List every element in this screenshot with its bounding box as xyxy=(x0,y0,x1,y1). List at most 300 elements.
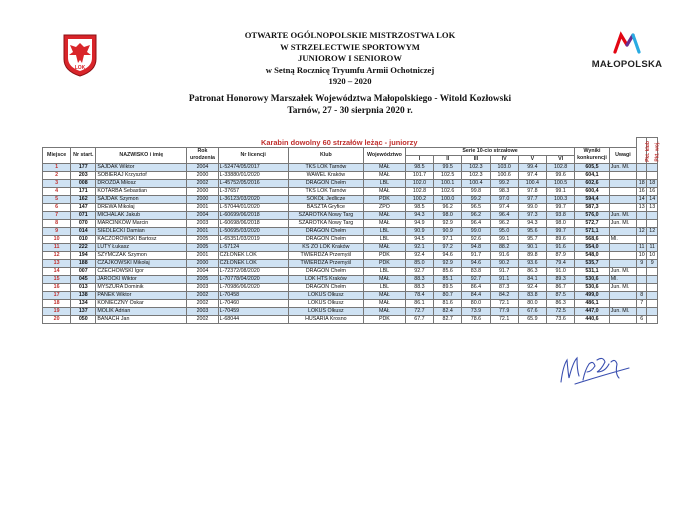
cell-remarks xyxy=(609,187,636,195)
cell-place: 8 xyxy=(43,219,71,227)
cell-remarks xyxy=(609,315,636,323)
cell-total: 548,0 xyxy=(575,251,610,259)
cell-name: KOTARBA Sebastian xyxy=(96,187,187,195)
cell-remarks xyxy=(609,251,636,259)
table-row xyxy=(43,195,658,203)
cell-remarks: Jun. Ml. xyxy=(609,219,636,227)
cell-series-1: 92.1 xyxy=(405,243,433,251)
cell-name: CZAJKOWSKI Mikołaj xyxy=(96,259,187,267)
cell-series-3: 91.7 xyxy=(462,251,490,259)
cell-voivodeship: MAŁ xyxy=(364,243,406,251)
cell-place: 6 xyxy=(43,203,71,211)
cell-name: MYSZURA Dominik xyxy=(96,283,187,291)
cell-series-4: 91.7 xyxy=(490,267,518,275)
cell-series-3: 84.4 xyxy=(462,291,490,299)
cell-pkt-klub xyxy=(637,219,647,227)
cell-total: 535,7 xyxy=(575,259,610,267)
cell-voivodeship: MAŁ xyxy=(364,211,406,219)
cell-series-5: 67.6 xyxy=(518,307,546,315)
cell-series-4: 91.1 xyxy=(490,275,518,283)
cell-series-4: 84.2 xyxy=(490,291,518,299)
cell-remarks: Jun. Ml. xyxy=(609,267,636,275)
cell-total: 530,6 xyxy=(575,283,610,291)
cell-series-3: 99.2 xyxy=(462,195,490,203)
cell-series-4: 77.9 xyxy=(490,307,518,315)
cell-name: SAJDAK Szymon xyxy=(96,195,187,203)
cell-total: 600,4 xyxy=(575,187,610,195)
cell-series-4: 98.3 xyxy=(490,187,518,195)
cell-pkt-klub xyxy=(637,267,647,275)
cell-series-6: 98.0 xyxy=(547,219,575,227)
header-line-1: OTWARTE OGÓLNOPOLSKIE MISTRZOSTWA LOK xyxy=(244,30,456,40)
cell-pkt-klub xyxy=(637,235,647,243)
cell-licence: L-70459 xyxy=(218,307,288,315)
cell-licence: CZŁONEK LOK xyxy=(218,259,288,267)
cell-series-3: 86.4 xyxy=(462,283,490,291)
cell-licence: L-70986/06/2020 xyxy=(218,283,288,291)
cell-pkt-klub: 12 xyxy=(637,227,647,235)
cell-remarks xyxy=(609,227,636,235)
cell-pkt-woj xyxy=(647,275,658,283)
cell-name: DROZDA Miłosz xyxy=(96,179,187,187)
table-row xyxy=(43,203,658,211)
table-row xyxy=(43,307,658,315)
cell-licence: L-36123/03/2020 xyxy=(218,195,288,203)
cell-pkt-woj xyxy=(647,291,658,299)
cell-place: 1 xyxy=(43,163,71,171)
cell-year: 2005 xyxy=(187,275,218,283)
cell-series-5: 95.6 xyxy=(518,227,546,235)
cell-name: BANACH Jan xyxy=(96,315,187,323)
cell-start: 008 xyxy=(71,179,96,187)
cell-year: 2000 xyxy=(187,195,218,203)
cell-pkt-klub: 10 xyxy=(637,251,647,259)
cell-pkt-woj: 11 xyxy=(647,243,658,251)
col-series-4: IV xyxy=(490,155,518,163)
cell-series-1: 72.7 xyxy=(405,307,433,315)
cell-place: 3 xyxy=(43,179,71,187)
cell-club: TKS LOK Tarnów xyxy=(288,163,363,171)
cell-club: SZAROTKA Nowy Targ xyxy=(288,219,363,227)
table-row xyxy=(43,179,658,187)
cell-pkt-woj: 10 xyxy=(647,251,658,259)
cell-place: 15 xyxy=(43,275,71,283)
cell-series-1: 102.8 xyxy=(405,187,433,195)
table-row xyxy=(43,187,658,195)
cell-series-4: 97.0 xyxy=(490,195,518,203)
cell-club: BASZTA Gryfice xyxy=(288,203,363,211)
cell-licence: CZŁONEK LOK xyxy=(218,251,288,259)
cell-total: 447,0 xyxy=(575,307,610,315)
cell-name: PANEK Wiktor xyxy=(96,291,187,299)
cell-start: 137 xyxy=(71,307,96,315)
col-licence: Nr licencji xyxy=(218,147,288,163)
cell-total: 568,6 xyxy=(575,235,610,243)
cell-name: MICHALAK Jakub xyxy=(96,211,187,219)
cell-series-5: 93.6 xyxy=(518,259,546,267)
cell-total: 530,6 xyxy=(575,275,610,283)
cell-name: SIEDLECKI Damian xyxy=(96,227,187,235)
cell-series-3: 94.8 xyxy=(462,243,490,251)
cell-total: 440,6 xyxy=(575,315,610,323)
header-date: Tarnów, 27 - 30 sierpnia 2020 r. xyxy=(287,106,413,116)
cell-place: 9 xyxy=(43,227,71,235)
cell-series-4: 99.2 xyxy=(490,179,518,187)
cell-series-4: 96.4 xyxy=(490,211,518,219)
cell-year: 2004 xyxy=(187,211,218,219)
cell-series-3: 96.5 xyxy=(462,203,490,211)
table-row xyxy=(43,275,658,283)
cell-series-5: 97.7 xyxy=(518,195,546,203)
cell-series-4: 72.1 xyxy=(490,315,518,323)
table-row xyxy=(43,227,658,235)
table-row xyxy=(43,299,658,307)
malopolska-logo xyxy=(589,33,665,69)
cell-series-5: 97.3 xyxy=(518,211,546,219)
signature xyxy=(555,352,635,388)
cell-series-6: 89.6 xyxy=(547,235,575,243)
cell-pkt-klub: 16 xyxy=(637,187,647,195)
cell-series-5: 97.8 xyxy=(518,187,546,195)
cell-club: DRAGON Chełm xyxy=(288,227,363,235)
cell-pkt-woj xyxy=(647,163,658,171)
cell-series-3: 78.6 xyxy=(462,315,490,323)
cell-total: 605,5 xyxy=(575,163,610,171)
cell-voivodeship: PDK xyxy=(364,315,406,323)
cell-name: DREWA Mikołaj xyxy=(96,203,187,211)
cell-pkt-woj: 9 xyxy=(647,259,658,267)
cell-start: 014 xyxy=(71,227,96,235)
cell-pkt-woj: 13 xyxy=(647,203,658,211)
cell-pkt-woj xyxy=(647,211,658,219)
cell-series-2: 102.6 xyxy=(434,187,462,195)
cell-series-2: 99.5 xyxy=(434,163,462,171)
cell-series-3: 99.8 xyxy=(462,187,490,195)
cell-remarks xyxy=(609,171,636,179)
cell-pkt-klub: 9 xyxy=(637,259,647,267)
cell-start: 222 xyxy=(71,243,96,251)
cell-remarks xyxy=(609,203,636,211)
cell-series-2: 97.1 xyxy=(434,235,462,243)
cell-series-6: 91.6 xyxy=(547,243,575,251)
table-title: Karabin dowolny 60 strzałów leżąc - juniorzy xyxy=(261,137,418,147)
col-series-2: II xyxy=(434,155,462,163)
cell-series-5: 94.3 xyxy=(518,219,546,227)
cell-series-6: 102.8 xyxy=(547,163,575,171)
cell-year: 2003 xyxy=(187,307,218,315)
cell-total: 576,0 xyxy=(575,211,610,219)
cell-licence: L-70460 xyxy=(218,299,288,307)
cell-place: 18 xyxy=(43,299,71,307)
cell-place: 5 xyxy=(43,195,71,203)
cell-series-6: 72.5 xyxy=(547,307,575,315)
cell-licence: L-70458 xyxy=(218,291,288,299)
cell-pkt-woj: 18 xyxy=(647,179,658,187)
cell-name: SZYMCZAK Szymon xyxy=(96,251,187,259)
cell-name: MOLIK Adrian xyxy=(96,307,187,315)
table-row xyxy=(43,171,658,179)
col-club: Klub xyxy=(288,147,363,163)
cell-remarks: Jun. Ml. xyxy=(609,163,636,171)
cell-club: DRAGON Chełm xyxy=(288,235,363,243)
cell-voivodeship: MAŁ xyxy=(364,163,406,171)
cell-licence: L-37657 xyxy=(218,187,288,195)
cell-licence: L-33880/01/2020 xyxy=(218,171,288,179)
cell-series-4: 97.4 xyxy=(490,203,518,211)
cell-series-1: 88.3 xyxy=(405,275,433,283)
cell-series-3: 92.7 xyxy=(462,275,490,283)
cell-series-5: 84.1 xyxy=(518,275,546,283)
cell-club: KS ZO LOK Kraków xyxy=(288,243,363,251)
cell-series-2: 98.0 xyxy=(434,211,462,219)
cell-series-4: 88.2 xyxy=(490,243,518,251)
cell-series-6: 99.1 xyxy=(547,187,575,195)
table-row xyxy=(43,219,658,227)
cell-series-4: 90.2 xyxy=(490,259,518,267)
cell-name: KONIECZNY Oskar xyxy=(96,299,187,307)
cell-series-5: 92.4 xyxy=(518,283,546,291)
cell-series-4: 91.6 xyxy=(490,251,518,259)
cell-series-2: 89.5 xyxy=(434,283,462,291)
table-row xyxy=(43,243,658,251)
cell-club: LOK HTS Kraków xyxy=(288,275,363,283)
cell-club: TWIERDZA Przemyśl xyxy=(288,251,363,259)
cell-voivodeship: PDK xyxy=(364,251,406,259)
cell-series-1: 102.0 xyxy=(405,179,433,187)
cell-pkt-klub: 7 xyxy=(637,299,647,307)
cell-series-6: 87.5 xyxy=(547,291,575,299)
cell-series-1: 85.0 xyxy=(405,259,433,267)
cell-name: SAJDAK Wiktor xyxy=(96,163,187,171)
cell-total: 604,1 xyxy=(575,171,610,179)
cell-series-6: 93.8 xyxy=(547,211,575,219)
cell-club: SZAROTKA Nowy Targ xyxy=(288,211,363,219)
cell-start: 071 xyxy=(71,211,96,219)
cell-pkt-woj: 14 xyxy=(647,195,658,203)
lok-logo-text: LOK xyxy=(74,65,86,71)
cell-series-2: 102.5 xyxy=(434,171,462,179)
cell-series-5: 100.4 xyxy=(518,179,546,187)
cell-series-6: 86.7 xyxy=(547,283,575,291)
col-start: Nr start. xyxy=(71,147,96,163)
cell-place: 19 xyxy=(43,307,71,315)
cell-start: 147 xyxy=(71,203,96,211)
cell-series-1: 94.9 xyxy=(405,219,433,227)
cell-total: 587,3 xyxy=(575,203,610,211)
cell-remarks xyxy=(609,179,636,187)
cell-year: 2004 xyxy=(187,163,218,171)
cell-licence: L-50695/03/2020 xyxy=(218,227,288,235)
table-row xyxy=(43,163,658,171)
table-row xyxy=(43,211,658,219)
document-header xyxy=(160,30,540,118)
cell-voivodeship: MAŁ xyxy=(364,219,406,227)
table-row xyxy=(43,251,658,259)
cell-pkt-woj: 16 xyxy=(647,187,658,195)
cell-voivodeship: LBL xyxy=(364,179,406,187)
cell-year: 2002 xyxy=(187,291,218,299)
col-voivodeship: Województwo xyxy=(364,147,406,163)
cell-voivodeship: ZPO xyxy=(364,203,406,211)
cell-licence: L-57044/01/2020 xyxy=(218,203,288,211)
cell-series-6: 87.9 xyxy=(547,251,575,259)
cell-pkt-klub xyxy=(637,275,647,283)
cell-pkt-woj xyxy=(647,267,658,275)
cell-start: 188 xyxy=(71,259,96,267)
header-patronage: Patronat Honorowy Marszałek Województwa Małopolskiego - Witold Kozłowski xyxy=(188,93,512,104)
cell-series-6: 86.3 xyxy=(547,299,575,307)
table-row xyxy=(43,283,658,291)
cell-series-1: 92.4 xyxy=(405,251,433,259)
malopolska-name: MAŁOPOLSKA xyxy=(591,59,663,70)
col-series-header: Serie 10-cio strzałowe xyxy=(405,147,574,155)
cell-year: 2001 xyxy=(187,227,218,235)
cell-series-1: 67.7 xyxy=(405,315,433,323)
cell-club: SOKÓŁ Jedlicze xyxy=(288,195,363,203)
cell-place: 4 xyxy=(43,187,71,195)
cell-series-5: 95.7 xyxy=(518,235,546,243)
cell-series-2: 97.2 xyxy=(434,243,462,251)
cell-name: CZECHOWSKI Igor xyxy=(96,267,187,275)
col-name: NAZWISKO i imię xyxy=(96,147,187,163)
cell-pkt-klub: 6 xyxy=(637,315,647,323)
cell-series-3: 99.0 xyxy=(462,227,490,235)
cell-pkt-klub xyxy=(637,211,647,219)
cell-start: 171 xyxy=(71,187,96,195)
cell-series-6: 91.0 xyxy=(547,267,575,275)
cell-club: HUSARIA Krosno xyxy=(288,315,363,323)
cell-voivodeship: MAŁ xyxy=(364,275,406,283)
cell-pkt-klub xyxy=(637,163,647,171)
cell-series-2: 94.6 xyxy=(434,251,462,259)
cell-remarks: Jun. Ml. xyxy=(609,283,636,291)
cell-licence: L-65351/03/2019 xyxy=(218,235,288,243)
cell-total: 554,0 xyxy=(575,243,610,251)
cell-pkt-woj: 12 xyxy=(647,227,658,235)
cell-voivodeship: PDK xyxy=(364,259,406,267)
cell-club: LOKUS Olkusz xyxy=(288,299,363,307)
cell-series-4: 95.0 xyxy=(490,227,518,235)
cell-year: 2005 xyxy=(187,235,218,243)
col-pkt-woj: Pkt. woj. xyxy=(647,138,658,164)
cell-series-4: 103.0 xyxy=(490,163,518,171)
table-row xyxy=(43,315,658,323)
cell-pkt-woj xyxy=(647,315,658,323)
cell-series-2: 96.2 xyxy=(434,203,462,211)
cell-series-2: 85.6 xyxy=(434,267,462,275)
cell-series-3: 100.4 xyxy=(462,179,490,187)
cell-licence: L-68044 xyxy=(218,315,288,323)
cell-start: 013 xyxy=(71,283,96,291)
table-row xyxy=(43,291,658,299)
cell-place: 11 xyxy=(43,243,71,251)
cell-series-3: 73.9 xyxy=(462,307,490,315)
cell-series-2: 82.4 xyxy=(434,307,462,315)
cell-series-3: 96.2 xyxy=(462,211,490,219)
cell-total: 594,4 xyxy=(575,195,610,203)
cell-series-2: 90.9 xyxy=(434,227,462,235)
cell-series-1: 100.2 xyxy=(405,195,433,203)
cell-series-1: 98.5 xyxy=(405,203,433,211)
cell-club: LOKUS Olkusz xyxy=(288,291,363,299)
cell-remarks: Ml. xyxy=(609,235,636,243)
table-row xyxy=(43,235,658,243)
cell-series-3: 80.0 xyxy=(462,299,490,307)
cell-voivodeship: LBL xyxy=(364,235,406,243)
cell-series-3: 92.6 xyxy=(462,235,490,243)
cell-pkt-woj xyxy=(647,299,658,307)
cell-series-5: 97.4 xyxy=(518,171,546,179)
cell-pkt-klub: 18 xyxy=(637,179,647,187)
cell-place: 14 xyxy=(43,267,71,275)
cell-series-4: 99.1 xyxy=(490,235,518,243)
cell-year: 2000 xyxy=(187,259,218,267)
cell-pkt-woj xyxy=(647,235,658,243)
cell-pkt-klub: 13 xyxy=(637,203,647,211)
cell-series-3: 96.4 xyxy=(462,219,490,227)
cell-place: 17 xyxy=(43,291,71,299)
cell-pkt-klub: 11 xyxy=(637,243,647,251)
cell-series-3: 102.3 xyxy=(462,163,490,171)
cell-series-4: 96.2 xyxy=(490,219,518,227)
cell-pkt-klub xyxy=(637,171,647,179)
cell-series-5: 90.1 xyxy=(518,243,546,251)
cell-series-1: 90.9 xyxy=(405,227,433,235)
cell-series-2: 100.1 xyxy=(434,179,462,187)
results-table xyxy=(42,137,662,324)
cell-licence: L-45752/05/2016 xyxy=(218,179,288,187)
cell-voivodeship: MAŁ xyxy=(364,307,406,315)
table-row xyxy=(43,267,658,275)
cell-remarks xyxy=(609,291,636,299)
cell-remarks: Jun. Ml. xyxy=(609,307,636,315)
header-line-3: JUNIOROW I SENIOROW xyxy=(298,53,402,63)
cell-start: 010 xyxy=(71,235,96,243)
cell-series-5: 65.9 xyxy=(518,315,546,323)
cell-name: JAROCKI Wiktor xyxy=(96,275,187,283)
cell-series-6: 100.5 xyxy=(547,179,575,187)
cell-pkt-woj xyxy=(647,171,658,179)
cell-series-1: 94.3 xyxy=(405,211,433,219)
cell-series-5: 86.3 xyxy=(518,267,546,275)
cell-pkt-woj xyxy=(647,219,658,227)
cell-voivodeship: PDK xyxy=(364,195,406,203)
header-line-4: w Setną Rocznicę Tryumfu Armii Ochotniczej xyxy=(265,64,435,75)
col-series-6: VI xyxy=(547,155,575,163)
cell-series-3: 83.8 xyxy=(462,267,490,275)
cell-voivodeship: MAŁ xyxy=(364,299,406,307)
cell-remarks xyxy=(609,259,636,267)
cell-place: 13 xyxy=(43,259,71,267)
cell-club: DRAGON Chełm xyxy=(288,267,363,275)
cell-year: 2004 xyxy=(187,267,218,275)
cell-series-6: 79.4 xyxy=(547,259,575,267)
col-series-3: III xyxy=(462,155,490,163)
cell-total: 486,1 xyxy=(575,299,610,307)
cell-club: DRAGON Chełm xyxy=(288,179,363,187)
cell-start: 050 xyxy=(71,315,96,323)
cell-start: 134 xyxy=(71,299,96,307)
cell-place: 10 xyxy=(43,235,71,243)
cell-pkt-klub xyxy=(637,283,647,291)
cell-licence: L-70778/04/2020 xyxy=(218,275,288,283)
col-remarks: Uwagi xyxy=(609,147,636,163)
header-line-2: W STRZELECTWIE SPORTOWYM xyxy=(280,41,420,52)
col-pkt-klub: Pkt. klub xyxy=(637,138,647,164)
col-year: Rok urodzenia xyxy=(187,147,218,163)
cell-series-2: 81.6 xyxy=(434,299,462,307)
cell-total: 531,1 xyxy=(575,267,610,275)
